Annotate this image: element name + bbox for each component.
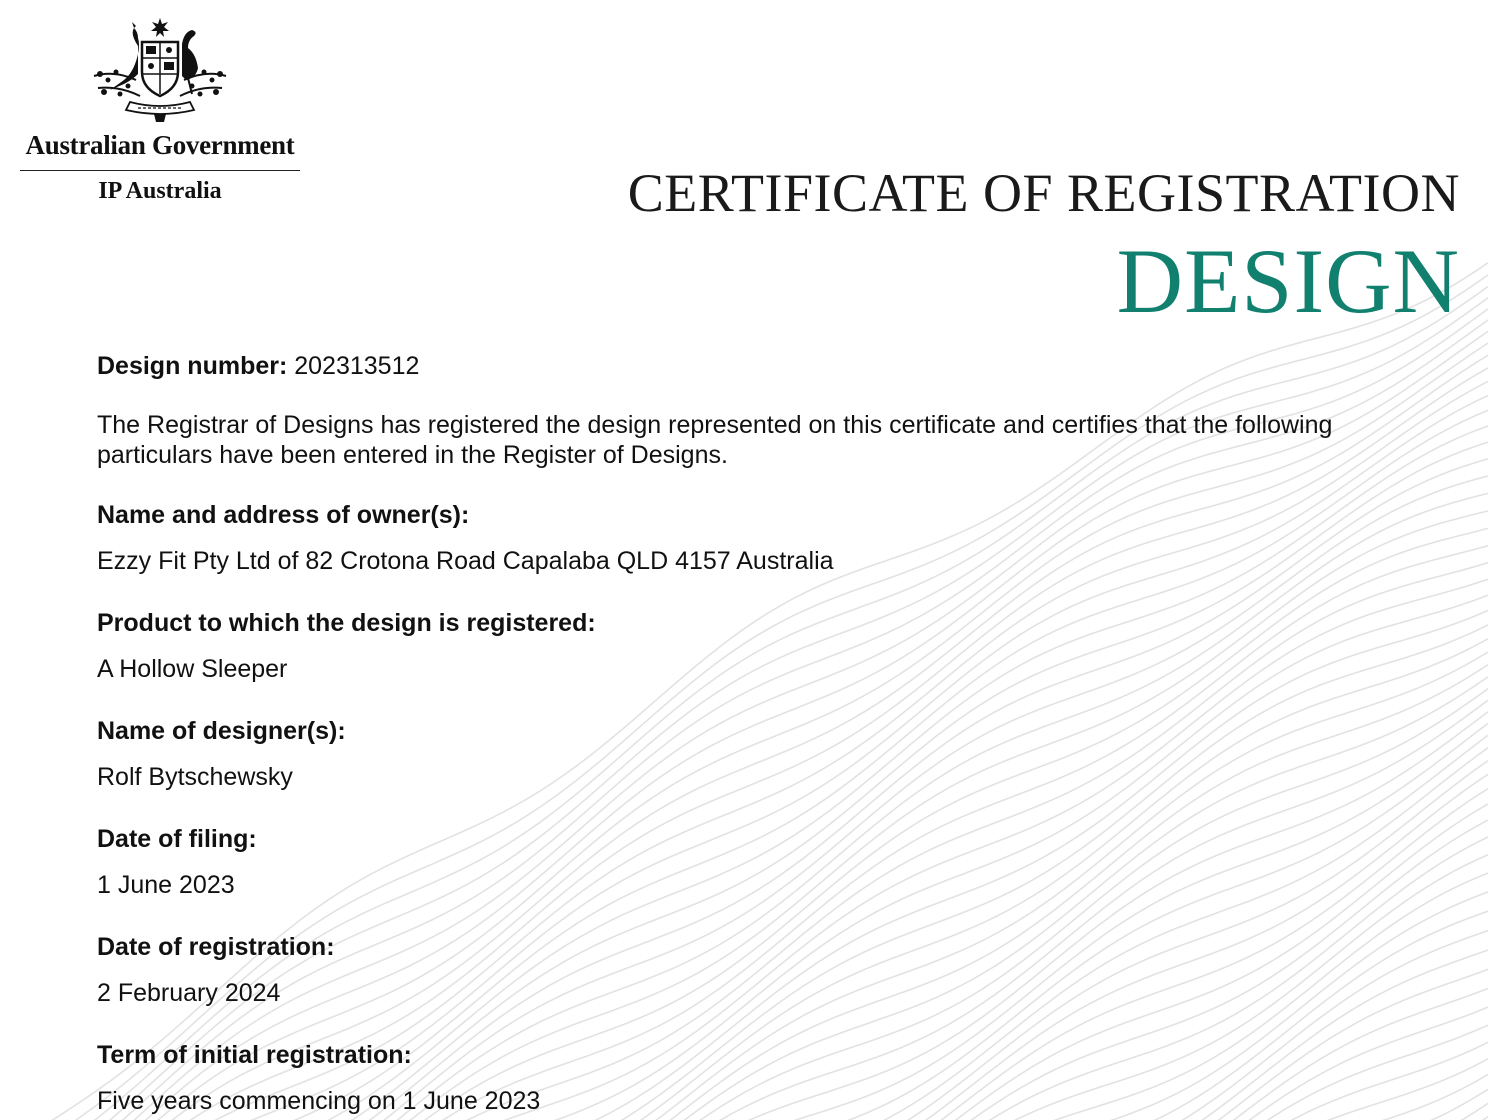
header-divider [20, 170, 300, 171]
owner-label: Name and address of owner(s): [97, 501, 470, 529]
filing-date-label: Date of filing: [97, 825, 257, 853]
designer-label: Name of designer(s): [97, 717, 346, 745]
registration-date-value: 2 February 2024 [97, 979, 281, 1007]
term-value: Five years commencing on 1 June 2023 [97, 1087, 541, 1115]
coat-of-arms-icon [80, 14, 240, 126]
certificate-type: DESIGN [1116, 230, 1460, 332]
design-number-label: Design number: [97, 352, 288, 380]
filing-date-value: 1 June 2023 [97, 871, 235, 899]
product-label: Product to which the design is registered: [97, 609, 596, 637]
certificate-title: CERTIFICATE OF REGISTRATION [627, 163, 1460, 223]
designer-value: Rolf Bytschewsky [97, 763, 293, 791]
owner-value: Ezzy Fit Pty Ltd of 82 Crotona Road Capalaba QLD 4157 Australia [97, 547, 834, 575]
certificate-body [97, 348, 1437, 1118]
design-number-line [97, 348, 1437, 384]
agency-name: IP Australia [98, 178, 222, 204]
certificate-header [0, 0, 1492, 330]
certification-statement: The Registrar of Designs has registered the design represented on this certificate and certifies that the following particulars have been entered in the Register of Designs. [97, 411, 1333, 469]
registration-date-label: Date of registration: [97, 933, 335, 961]
product-value: A Hollow Sleeper [97, 655, 288, 683]
government-name: Australian Government [25, 130, 295, 160]
term-label: Term of initial registration: [97, 1041, 412, 1069]
design-number-value: 202313512 [294, 352, 420, 380]
